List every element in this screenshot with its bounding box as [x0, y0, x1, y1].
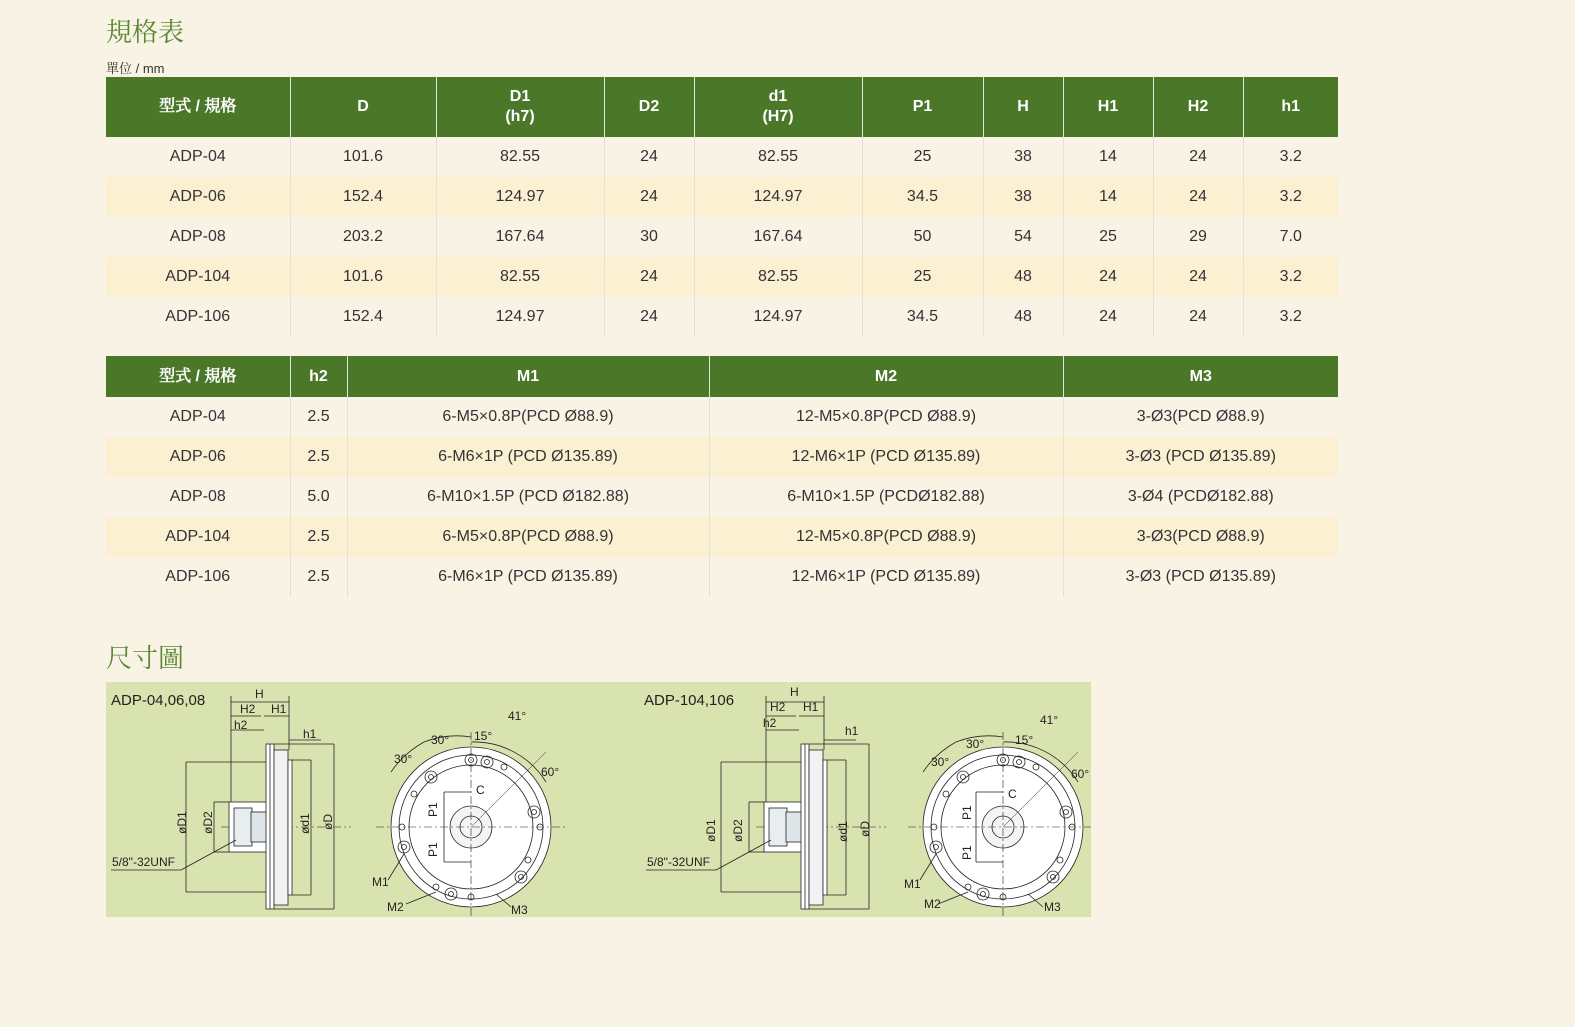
dim-label: H2	[770, 700, 786, 714]
dim-label: H1	[803, 700, 819, 714]
col-header: D2	[604, 77, 694, 137]
value-cell: 6-M5×0.8P(PCD Ø88.9)	[347, 517, 709, 557]
value-cell: 124.97	[436, 297, 604, 337]
spec-table-threads	[106, 356, 1338, 597]
dim-label: h2	[234, 718, 248, 732]
model-cell: ADP-08	[106, 477, 290, 517]
table-row	[106, 137, 1338, 177]
value-cell: 24	[604, 257, 694, 297]
value-cell: 25	[1063, 217, 1153, 257]
dim-label: øD2	[201, 811, 215, 834]
table-row	[106, 517, 1338, 557]
dim-label: øD	[858, 821, 872, 837]
table-row	[106, 437, 1338, 477]
col-header: M2	[709, 356, 1063, 397]
dim-label: H	[790, 685, 799, 699]
table-row	[106, 477, 1338, 517]
value-cell: 3-Ø3 (PCD Ø135.89)	[1063, 437, 1338, 477]
value-cell: 29	[1153, 217, 1243, 257]
model-cell: ADP-106	[106, 557, 290, 597]
value-cell: 24	[1063, 297, 1153, 337]
dimension-drawing	[106, 682, 1091, 917]
angle-label: 60°	[1071, 767, 1090, 781]
model-cell: ADP-04	[106, 137, 290, 177]
col-header: M3	[1063, 356, 1338, 397]
spec-table-dimensions	[106, 77, 1338, 337]
dim-label: M3	[511, 903, 528, 917]
angle-label: 30°	[931, 755, 950, 769]
dim-label: 5/8"-32UNF	[647, 855, 710, 869]
value-cell: 25	[862, 257, 983, 297]
value-cell: 24	[1153, 137, 1243, 177]
value-cell: 38	[983, 137, 1063, 177]
dim-label: 5/8"-32UNF	[112, 855, 175, 869]
value-cell: 48	[983, 297, 1063, 337]
value-cell: 82.55	[436, 137, 604, 177]
angle-label: 15°	[1015, 733, 1034, 747]
model-cell: ADP-04	[106, 397, 290, 437]
value-cell: 101.6	[290, 137, 436, 177]
model-cell: ADP-106	[106, 297, 290, 337]
value-cell: 152.4	[290, 297, 436, 337]
value-cell: 48	[983, 257, 1063, 297]
table-row	[106, 217, 1338, 257]
value-cell: 3-Ø4 (PCDØ182.88)	[1063, 477, 1338, 517]
dim-label: P1	[426, 802, 440, 817]
value-cell: 24	[1063, 257, 1153, 297]
value-cell: 34.5	[862, 297, 983, 337]
dim-label: H1	[271, 702, 287, 716]
value-cell: 12-M6×1P (PCD Ø135.89)	[709, 557, 1063, 597]
model-cell: ADP-06	[106, 177, 290, 217]
value-cell: 2.5	[290, 517, 347, 557]
value-cell: 24	[1153, 257, 1243, 297]
angle-label: 15°	[474, 729, 493, 743]
value-cell: 2.5	[290, 437, 347, 477]
unit-label: 單位 / mm	[106, 61, 165, 76]
angle-label: 41°	[508, 709, 527, 723]
value-cell: 12-M5×0.8P(PCD Ø88.9)	[709, 517, 1063, 557]
drawing-adp-04-06-08	[111, 687, 566, 917]
model-cell: ADP-104	[106, 517, 290, 557]
value-cell: 6-M10×1.5P (PCDØ182.88)	[709, 477, 1063, 517]
col-header: H2	[1153, 77, 1243, 137]
spec-section-title: 規格表	[106, 18, 185, 48]
value-cell: 6-M6×1P (PCD Ø135.89)	[347, 557, 709, 597]
col-header: D	[290, 77, 436, 137]
value-cell: 38	[983, 177, 1063, 217]
dim-label: ød1	[298, 813, 312, 834]
value-cell: 24	[604, 177, 694, 217]
value-cell: 124.97	[694, 297, 862, 337]
value-cell: 34.5	[862, 177, 983, 217]
col-header: D1 (h7)	[436, 77, 604, 137]
table-row	[106, 177, 1338, 217]
table-row	[106, 557, 1338, 597]
col-header: H1	[1063, 77, 1153, 137]
dim-label: øD	[321, 814, 335, 830]
value-cell: 3.2	[1243, 257, 1338, 297]
value-cell: 5.0	[290, 477, 347, 517]
table-header-row	[106, 356, 1338, 397]
value-cell: 3-Ø3(PCD Ø88.9)	[1063, 397, 1338, 437]
table-row	[106, 397, 1338, 437]
value-cell: 124.97	[694, 177, 862, 217]
angle-label: 41°	[1040, 713, 1059, 727]
value-cell: 14	[1063, 177, 1153, 217]
drawing-model-label: ADP-104,106	[644, 692, 735, 709]
value-cell: 6-M5×0.8P(PCD Ø88.9)	[347, 397, 709, 437]
col-header: 型式 / 規格	[106, 356, 290, 397]
table-row	[106, 257, 1338, 297]
col-header: 型式 / 規格	[106, 77, 290, 137]
model-cell: ADP-08	[106, 217, 290, 257]
value-cell: 167.64	[694, 217, 862, 257]
value-cell: 101.6	[290, 257, 436, 297]
model-cell: ADP-104	[106, 257, 290, 297]
dim-label: ød1	[836, 821, 850, 842]
value-cell: 82.55	[694, 137, 862, 177]
value-cell: 3-Ø3 (PCD Ø135.89)	[1063, 557, 1338, 597]
col-header: P1	[862, 77, 983, 137]
dim-label: H2	[240, 702, 256, 716]
dim-label: P1	[426, 842, 440, 857]
dim-label: øD1	[175, 811, 189, 834]
value-cell: 2.5	[290, 557, 347, 597]
value-cell: 3-Ø3(PCD Ø88.9)	[1063, 517, 1338, 557]
value-cell: 167.64	[436, 217, 604, 257]
dimension-section-title: 尺寸圖	[106, 644, 185, 674]
value-cell: 25	[862, 137, 983, 177]
value-cell: 6-M6×1P (PCD Ø135.89)	[347, 437, 709, 477]
value-cell: 3.2	[1243, 297, 1338, 337]
dim-label: P1	[960, 845, 974, 860]
col-header: h1	[1243, 77, 1338, 137]
dim-label: M2	[387, 900, 404, 914]
value-cell: 124.97	[436, 177, 604, 217]
angle-label: 30°	[966, 737, 985, 751]
dim-label: C	[476, 783, 485, 797]
value-cell: 50	[862, 217, 983, 257]
value-cell: 14	[1063, 137, 1153, 177]
value-cell: 82.55	[436, 257, 604, 297]
value-cell: 24	[1153, 297, 1243, 337]
dim-label: h1	[845, 724, 859, 738]
value-cell: 24	[604, 137, 694, 177]
value-cell: 54	[983, 217, 1063, 257]
dim-label: h1	[303, 727, 317, 741]
dim-label: øD2	[731, 819, 745, 842]
table-row	[106, 297, 1338, 337]
value-cell: 82.55	[694, 257, 862, 297]
value-cell: 3.2	[1243, 137, 1338, 177]
angle-label: 30°	[394, 752, 413, 766]
drawing-model-label: ADP-04,06,08	[111, 692, 206, 709]
dim-label: M1	[372, 875, 389, 889]
value-cell: 203.2	[290, 217, 436, 257]
value-cell: 24	[604, 297, 694, 337]
table-header-row	[106, 77, 1338, 137]
dim-label: øD1	[704, 819, 718, 842]
value-cell: 12-M6×1P (PCD Ø135.89)	[709, 437, 1063, 477]
value-cell: 152.4	[290, 177, 436, 217]
dim-label: M2	[924, 897, 941, 911]
col-header: h2	[290, 356, 347, 397]
angle-label: 60°	[541, 765, 560, 779]
dim-label: M1	[904, 877, 921, 891]
value-cell: 7.0	[1243, 217, 1338, 257]
value-cell: 2.5	[290, 397, 347, 437]
model-cell: ADP-06	[106, 437, 290, 477]
dim-label: h2	[763, 716, 777, 730]
value-cell: 12-M5×0.8P(PCD Ø88.9)	[709, 397, 1063, 437]
dim-label: M3	[1044, 900, 1061, 914]
col-header: H	[983, 77, 1063, 137]
drawing-adp-104-106	[644, 685, 1091, 917]
value-cell: 30	[604, 217, 694, 257]
value-cell: 3.2	[1243, 177, 1338, 217]
col-header: d1 (H7)	[694, 77, 862, 137]
angle-label: 30°	[431, 733, 450, 747]
dim-label: P1	[960, 805, 974, 820]
value-cell: 6-M10×1.5P (PCD Ø182.88)	[347, 477, 709, 517]
dim-label: C	[1008, 787, 1017, 801]
col-header: M1	[347, 356, 709, 397]
dim-label: H	[255, 687, 264, 701]
value-cell: 24	[1153, 177, 1243, 217]
